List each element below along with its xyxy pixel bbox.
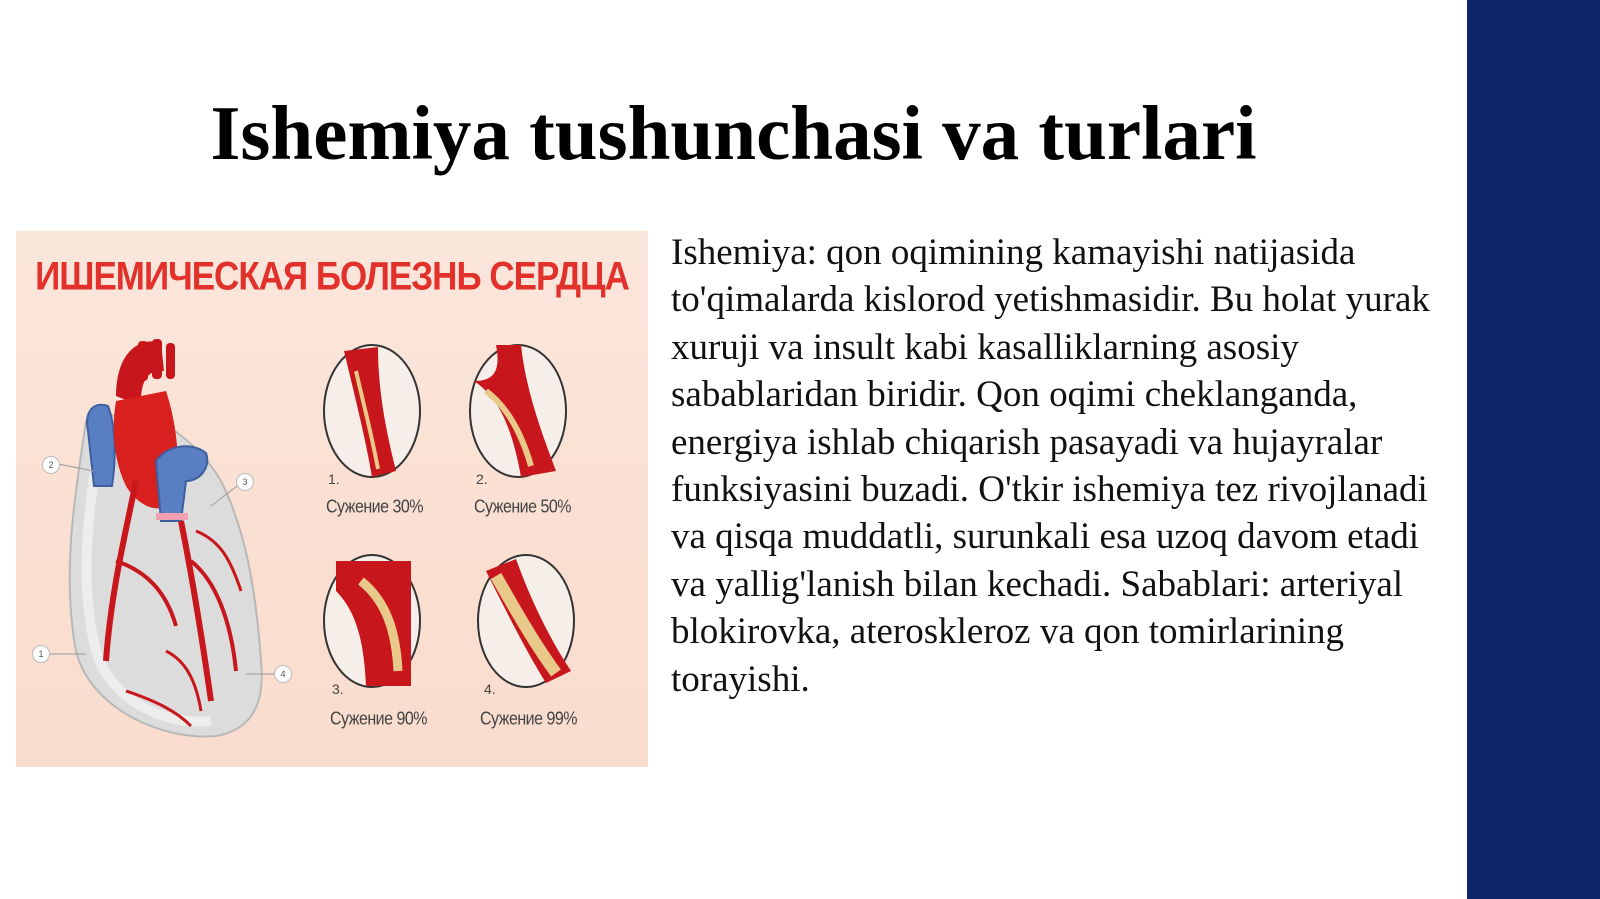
stage-caption: Сужение 50% [474,497,571,518]
stage-number: 1. [328,471,340,487]
callout-marker: 1 [32,645,50,663]
artery-stage-1-drawing [324,345,420,477]
artery-stage-2-drawing [470,345,566,477]
stage-number: 4. [484,681,496,697]
callout-marker: 4 [274,665,292,683]
side-accent-bar [1467,0,1600,899]
body-paragraph: Ishemiya: qon oqimining kamayishi natijasida to'qimalarda kislorod yetishmasidir. Bu holat yurak xuruji va insult kabi kasalliklarning asosiy sabablaridan biridir. Qon oqimi cheklanganda, energiya ishlab chiqarish pasayadi va hujayralar funksiyasini buzadi. O'tkir ishemiya tez rivojlanadi va qisqa muddatli, surunkali esa uzoq davom etadi va yallig'lanish bilan kechadi. Sabablari: arteriyal blokirovka, ateroskleroz va qon tomirlarining torayishi. [671,232,1430,700]
illustration-heading: ИШЕМИЧЕСКАЯ БОЛЕЗНЬ СЕРДЦА [35,254,629,299]
artery-stage-4-drawing [478,555,574,687]
heart-disease-illustration [16,231,648,767]
callout-marker: 3 [236,473,254,491]
callout-marker: 2 [42,456,60,474]
stage-caption: Сужение 30% [326,497,423,518]
heart-drawing [46,339,274,737]
stage-number: 2. [476,471,488,487]
stage-number: 3. [332,681,344,697]
stage-caption: Сужение 99% [480,709,577,730]
stage-caption: Сужение 90% [330,709,427,730]
artery-stage-3-drawing [324,555,420,687]
slide-title: Ishemiya tushunchasi va turlari [210,90,1257,176]
